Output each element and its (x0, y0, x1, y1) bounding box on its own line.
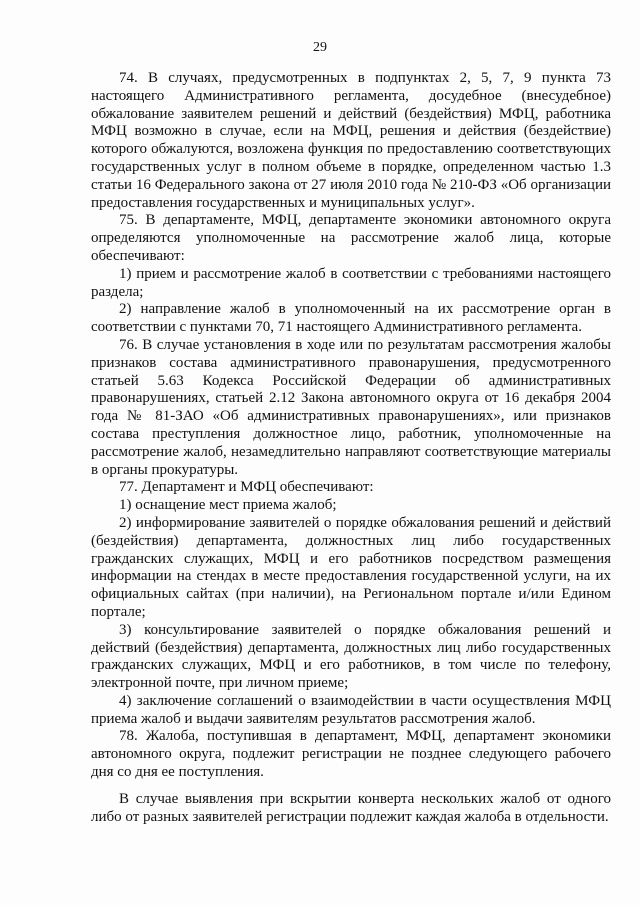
paragraph-76: 76. В случае установления в ходе или по результатам рассмотрения жалобы признаков состава административного правонарушения, предусмотренного статьей 5.63 Кодекса Российской Федерации об административных правонарушениях, статьей 2.12 Закона автономного округа от 16 декабря 2004 года № 81-ЗАО «Об административных правонарушениях», или признаков состава преступления должностное лицо, работник, уполномоченные на рассмотрение жалоб, незамедлительно направляют соответствующие материалы в органы прокуратуры. (91, 336, 611, 478)
paragraph-75-item-1: 1) прием и рассмотрение жалоб в соответствии с требованиями настоящего раздела; (91, 265, 611, 300)
paragraph-78-continuation: В случае выявления при вскрытии конверта нескольких жалоб от одного либо от разных заявителей регистрации подлежит каждая жалоба в отдельности. (91, 790, 611, 825)
paragraph-75-item-2: 2) направление жалоб в уполномоченный на их рассмотрение орган в соответствии с пунктами 70, 71 настоящего Административного регламента. (91, 301, 611, 336)
paragraph-77-item-1: 1) оснащение мест приема жалоб; (119, 497, 337, 514)
paragraph-75: 75. В департаменте, МФЦ, департаменте экономики автономного округа определяются уполномоченные на рассмотрение жалоб лица, которые обеспечивают: (91, 212, 611, 264)
body-text (91, 70, 611, 826)
paragraph-77-item-3: 3) консультирование заявителей о порядке обжалования решений и действий (бездействия) департамента, должностных лиц либо государственных гражданских служащих, МФЦ и его работников, в том числе по телефону, электронной почте, при личном приеме; (91, 621, 611, 692)
paragraph-74: 74. В случаях, предусмотренных в подпунктах 2, 5, 7, 9 пункта 73 настоящего Административного регламента, досудебное (внесудебное) обжалование заявителем решений и действий (бездействия) МФЦ, работника МФЦ возможно в случае, если на МФЦ, решения и действия (бездействие) которого обжалуются, возложена функция по предоставлению соответствующих государственных услуг в полном объеме в порядке, определенном частью 1.3 статьи 16 Федерального закона от 27 июля 2010 года № 210-ФЗ «Об организации предоставления государственных и муниципальных услуг». (91, 70, 611, 211)
page-number: 29 (313, 40, 327, 55)
paragraph-77-item-4: 4) заключение соглашений о взаимодействии в части осуществления МФЦ приема жалоб и выдачи заявителям результатов рассмотрения жалоб. (91, 692, 611, 727)
paragraph-77-item-2: 2) информирование заявителей о порядке обжалования решений и действий (бездействия) департамента, должностных лиц либо государственных гражданских служащих, МФЦ и его работников посредством размещения информации на стендах в месте предоставления государственной услуги, на их официальных сайтах (при наличии), на Региональном портале и/или Едином портале; (91, 514, 611, 620)
paragraph-77: 77. Департамент и МФЦ обеспечивают: (119, 479, 374, 496)
paragraph-78: 78. Жалоба, поступившая в департамент, МФЦ, департамент экономики автономного округа, подлежит регистрации не позднее следующего рабочего дня со дня ее поступления. (91, 728, 611, 781)
